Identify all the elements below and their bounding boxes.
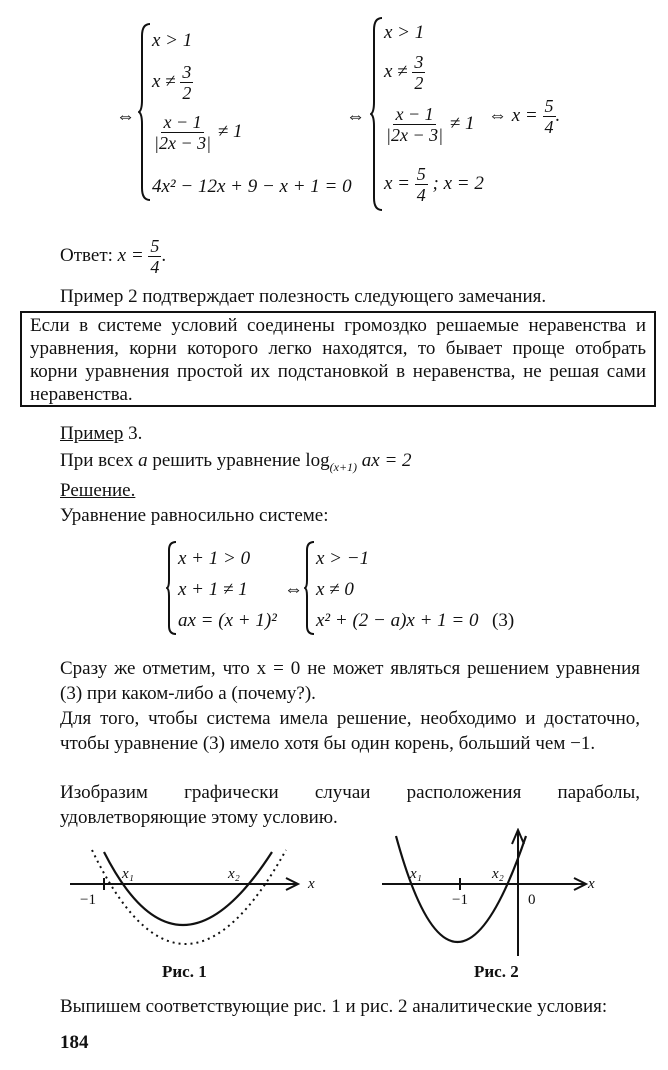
fig1-parabola-solid (104, 852, 272, 925)
system-brace-2 (370, 16, 384, 212)
paragraph-2: Для того, чтобы система имела решение, необходимо и достаточно, чтобы уравнение (3) имело хотя бы один корень, больший чем −1. (60, 708, 640, 754)
result-x: ⇔ x = $\frac{5}{4}$ . (488, 96, 561, 137)
fig1-x2-label: x₂ (228, 866, 240, 882)
fig2-x1-label: x₁ (410, 866, 422, 882)
sysA-line1: x + 1 > 0 (178, 548, 251, 569)
fig1-x1-label: x₁ (122, 866, 134, 882)
answer-line: Ответ: x = $\frac{5}{4}$ . (60, 236, 167, 277)
paragraph-1: Сразу же отметим, что x = 0 не может являться решением уравнения (3) при каком-либо a (почему?). (60, 658, 640, 704)
sys2-line3: $\frac{x - 1}{|2x - 3|}$ ≠ 1 (386, 104, 475, 145)
sys1-line4: 4x² − 12x + 9 − x + 1 = 0 (152, 176, 352, 197)
sys2-line2: x ≠ $\frac{3}{2}$ (384, 52, 424, 93)
fig2-x-label: x (588, 876, 595, 892)
figure-1 (64, 848, 334, 978)
sysB-line1: x > −1 (316, 548, 370, 569)
sys1-line2: x ≠ $\frac{3}{2}$ (152, 62, 192, 103)
sys1-line1: x > 1 (152, 30, 193, 51)
sysA-line3: ax = (x + 1)² (178, 610, 277, 631)
equation-tag-3: (3) (492, 610, 515, 631)
fig2-x2-label: x₂ (492, 866, 504, 882)
fig2-zero-label: 0 (528, 892, 536, 908)
fig2-caption: Рис. 2 (474, 962, 519, 981)
equiv-sign-1: ⇔ (116, 106, 135, 127)
solution-text: Уравнение равносильно системе: (60, 505, 329, 526)
paragraph-3: Изобразим графически случаи расположения параболы, удовлетворяющие этому условию. (60, 782, 640, 828)
sysA-line2: x + 1 ≠ 1 (178, 579, 248, 600)
fig1-caption: Рис. 1 (162, 962, 207, 981)
remark-box-text: Если в системе условий соединены громоздко решаемые неравенства и уравнения, корни которого легко находятся, то бывает проще отобрать корни уравнения простой их подстановкой в неравенства, не решая сами неравенства. (30, 315, 646, 405)
example3-task: При всех a решить уравнение $\log_{(x+1)}$ ax = 2 (60, 450, 412, 474)
sys2-line1: x > 1 (384, 22, 425, 43)
fig1-minus1-label: −1 (80, 892, 96, 908)
sysB-line2: x ≠ 0 (316, 579, 354, 600)
figure-2 (378, 828, 608, 958)
system-brace-b (304, 540, 316, 636)
sys2-line4: x = $\frac{5}{4}$ ; x = 2 (384, 164, 484, 205)
paragraph-4: Выпишем соответствующие рис. 1 и рис. 2 аналитические условия: (60, 996, 608, 1017)
sysB-line3: x² + (2 − a)x + 1 = 0 (316, 610, 479, 631)
example3-title: Пример 3. (60, 423, 143, 444)
equiv-sign-2: ⇔ (346, 106, 365, 127)
page-number: 184 (60, 1032, 89, 1053)
system-brace-1 (138, 22, 152, 202)
fig1-x-label: x (308, 876, 315, 892)
system-brace-a (166, 540, 178, 636)
equiv-sign-mid: ⇔ (284, 579, 303, 600)
solution-label: Решение. (60, 480, 136, 501)
fig2-minus1-label: −1 (452, 892, 468, 908)
fig1-parabola-dotted (92, 850, 286, 944)
sys1-line3: $\frac{x - 1}{|2x - 3|}$ ≠ 1 (154, 112, 243, 153)
remark-intro: Пример 2 подтверждает полезность следующего замечания. (60, 286, 547, 307)
